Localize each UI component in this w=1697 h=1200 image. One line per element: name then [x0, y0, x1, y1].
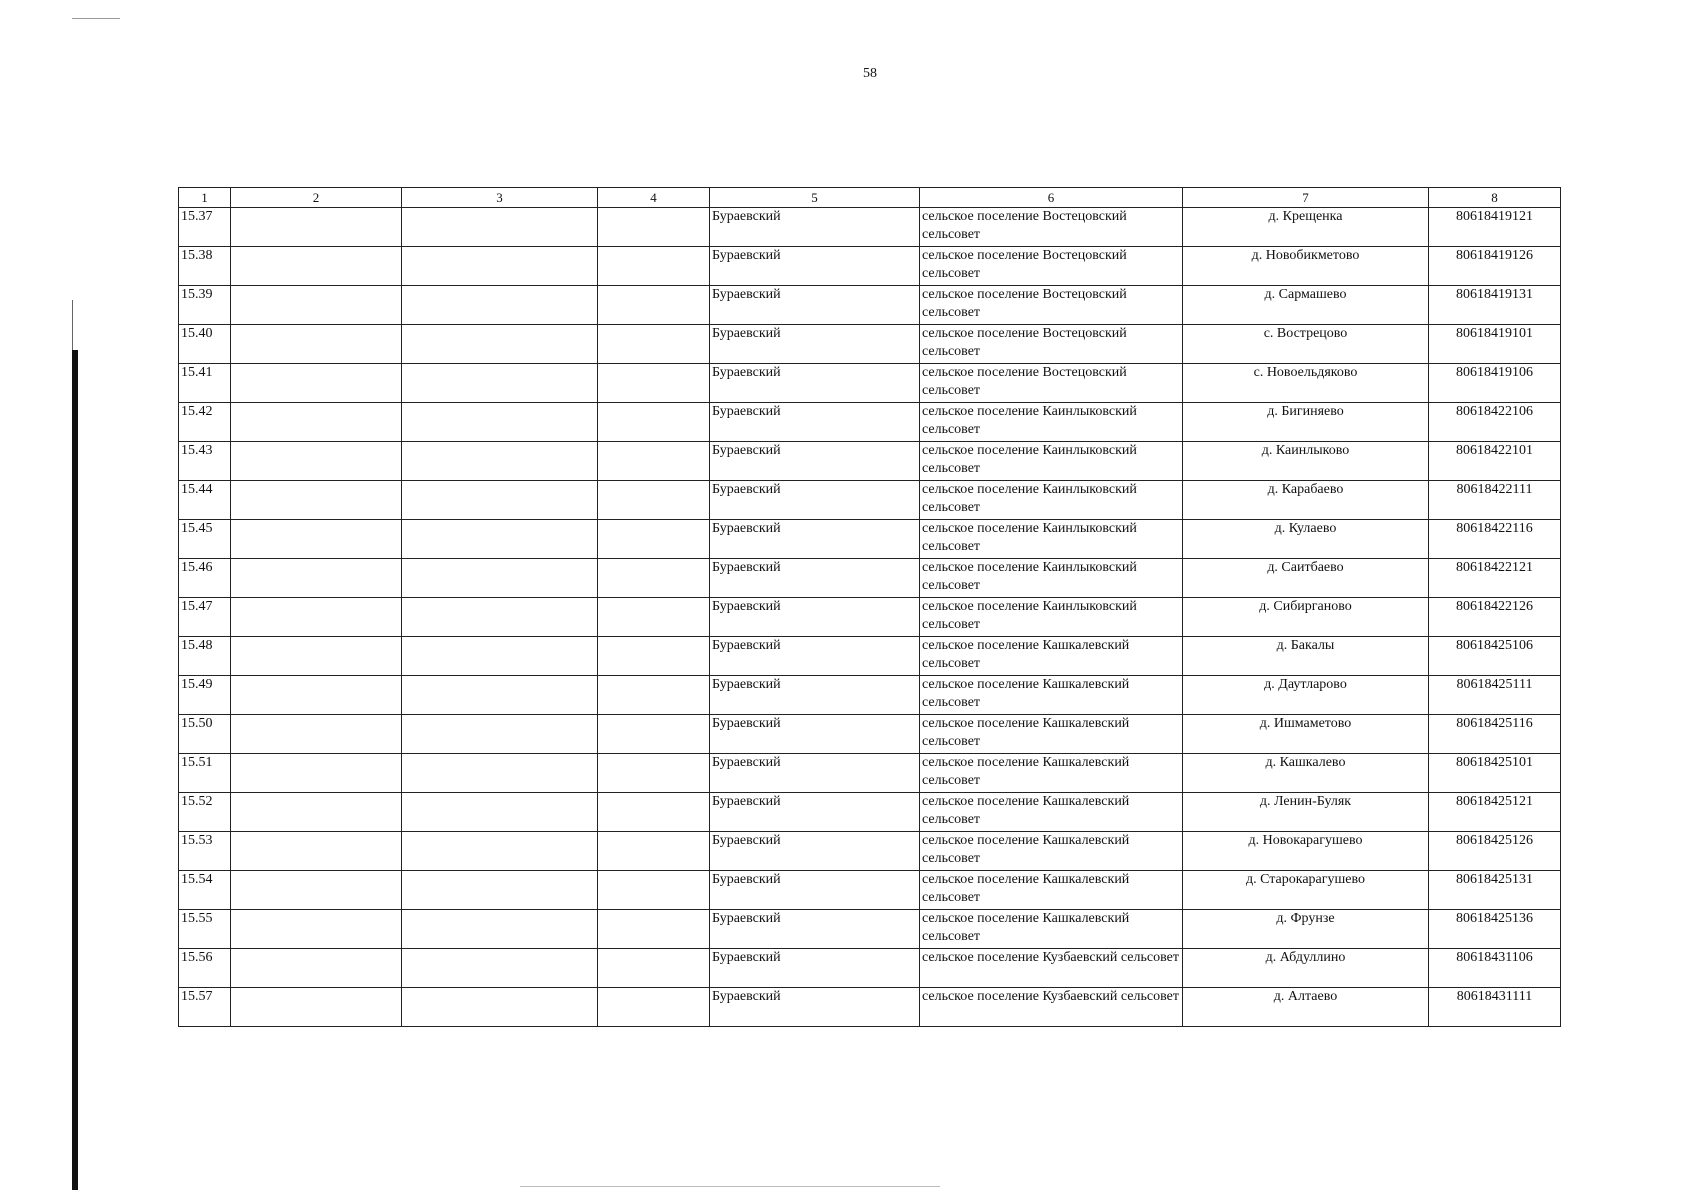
oktmo-code-cell: 80618425121 [1429, 793, 1561, 832]
empty-cell [402, 637, 598, 676]
table-row [179, 949, 1561, 988]
settlement-cell: сельское поселение Востецовский сельсовет [920, 208, 1183, 247]
locality-cell: д. Сармашево [1183, 286, 1429, 325]
settlement-cell: сельское поселение Каинлыковский сельсовет [920, 442, 1183, 481]
district-cell: Бураевский [710, 364, 920, 403]
district-cell: Бураевский [710, 247, 920, 286]
empty-cell [598, 598, 710, 637]
empty-cell [402, 715, 598, 754]
oktmo-code-cell: 80618422106 [1429, 403, 1561, 442]
table-row [179, 442, 1561, 481]
empty-cell [402, 364, 598, 403]
empty-cell [402, 481, 598, 520]
locality-cell: д. Кашкалево [1183, 754, 1429, 793]
column-header: 4 [598, 188, 710, 208]
district-cell: Бураевский [710, 598, 920, 637]
district-cell: Бураевский [710, 988, 920, 1027]
empty-cell [231, 481, 402, 520]
settlement-cell: сельское поселение Кашкалевский сельсовет [920, 676, 1183, 715]
row-number-cell: 15.40 [179, 325, 231, 364]
table-row [179, 481, 1561, 520]
row-number-cell: 15.38 [179, 247, 231, 286]
empty-cell [598, 793, 710, 832]
locality-cell: д. Алтаево [1183, 988, 1429, 1027]
oktmo-code-cell: 80618419121 [1429, 208, 1561, 247]
row-number-cell: 15.39 [179, 286, 231, 325]
header-row [179, 188, 1561, 208]
row-number-cell: 15.45 [179, 520, 231, 559]
table-row [179, 637, 1561, 676]
row-number-cell: 15.47 [179, 598, 231, 637]
settlement-cell: сельское поселение Кашкалевский сельсовет [920, 832, 1183, 871]
locality-cell: д. Даутларово [1183, 676, 1429, 715]
oktmo-code-cell: 80618425116 [1429, 715, 1561, 754]
empty-cell [231, 598, 402, 637]
table-row [179, 676, 1561, 715]
empty-cell [231, 637, 402, 676]
row-number-cell: 15.48 [179, 637, 231, 676]
district-cell: Бураевский [710, 403, 920, 442]
district-cell: Бураевский [710, 481, 920, 520]
oktmo-code-cell: 80618431111 [1429, 988, 1561, 1027]
oktmo-code-cell: 80618419101 [1429, 325, 1561, 364]
row-number-cell: 15.44 [179, 481, 231, 520]
table-row [179, 754, 1561, 793]
oktmo-code-cell: 80618422121 [1429, 559, 1561, 598]
empty-cell [231, 442, 402, 481]
page-number: 58 [863, 66, 877, 81]
locality-cell: д. Сибирганово [1183, 598, 1429, 637]
oktmo-code-cell: 80618425126 [1429, 832, 1561, 871]
settlement-cell: сельское поселение Кашкалевский сельсовет [920, 793, 1183, 832]
empty-cell [231, 286, 402, 325]
column-header: 2 [231, 188, 402, 208]
empty-cell [402, 832, 598, 871]
locality-cell: д. Ленин-Буляк [1183, 793, 1429, 832]
row-number-cell: 15.52 [179, 793, 231, 832]
table-row [179, 403, 1561, 442]
table-row [179, 832, 1561, 871]
empty-cell [231, 676, 402, 715]
settlement-cell: сельское поселение Востецовский сельсовет [920, 286, 1183, 325]
register-table [178, 187, 1561, 1027]
table-row [179, 793, 1561, 832]
empty-cell [598, 676, 710, 715]
locality-cell: д. Новобикметово [1183, 247, 1429, 286]
empty-cell [402, 871, 598, 910]
empty-cell [402, 286, 598, 325]
empty-cell [598, 403, 710, 442]
empty-cell [598, 715, 710, 754]
settlement-cell: сельское поселение Кашкалевский сельсовет [920, 871, 1183, 910]
empty-cell [402, 793, 598, 832]
row-number-cell: 15.50 [179, 715, 231, 754]
oktmo-code-cell: 80618422101 [1429, 442, 1561, 481]
district-cell: Бураевский [710, 559, 920, 598]
empty-cell [402, 598, 598, 637]
oktmo-code-cell: 80618425106 [1429, 637, 1561, 676]
empty-cell [402, 520, 598, 559]
district-cell: Бураевский [710, 325, 920, 364]
locality-cell: д. Бакалы [1183, 637, 1429, 676]
column-header: 7 [1183, 188, 1429, 208]
row-number-cell: 15.43 [179, 442, 231, 481]
locality-cell: д. Крещенка [1183, 208, 1429, 247]
empty-cell [402, 208, 598, 247]
row-number-cell: 15.49 [179, 676, 231, 715]
scan-artifact-left-line [72, 300, 73, 350]
empty-cell [598, 520, 710, 559]
locality-cell: д. Карабаево [1183, 481, 1429, 520]
empty-cell [231, 949, 402, 988]
column-header: 5 [710, 188, 920, 208]
row-number-cell: 15.37 [179, 208, 231, 247]
scan-artifact-top [72, 18, 120, 19]
scan-artifact-bottom-line [520, 1186, 940, 1187]
column-header: 8 [1429, 188, 1561, 208]
empty-cell [231, 247, 402, 286]
settlement-cell: сельское поселение Кашкалевский сельсовет [920, 637, 1183, 676]
empty-cell [231, 364, 402, 403]
row-number-cell: 15.54 [179, 871, 231, 910]
oktmo-code-cell: 80618425136 [1429, 910, 1561, 949]
district-cell: Бураевский [710, 949, 920, 988]
settlement-cell: сельское поселение Кузбаевский сельсовет [920, 949, 1183, 988]
table-row [179, 286, 1561, 325]
table-row [179, 910, 1561, 949]
district-cell: Бураевский [710, 637, 920, 676]
table-row [179, 325, 1561, 364]
empty-cell [231, 793, 402, 832]
district-cell: Бураевский [710, 910, 920, 949]
empty-cell [402, 403, 598, 442]
settlement-cell: сельское поселение Востецовский сельсовет [920, 325, 1183, 364]
settlement-cell: сельское поселение Кузбаевский сельсовет [920, 988, 1183, 1027]
row-number-cell: 15.55 [179, 910, 231, 949]
empty-cell [402, 910, 598, 949]
oktmo-code-cell: 80618425131 [1429, 871, 1561, 910]
table-row [179, 208, 1561, 247]
column-header: 3 [402, 188, 598, 208]
settlement-cell: сельское поселение Кашкалевский сельсовет [920, 910, 1183, 949]
oktmo-code-cell: 80618419131 [1429, 286, 1561, 325]
row-number-cell: 15.56 [179, 949, 231, 988]
oktmo-code-cell: 80618422116 [1429, 520, 1561, 559]
district-cell: Бураевский [710, 793, 920, 832]
district-cell: Бураевский [710, 520, 920, 559]
empty-cell [598, 949, 710, 988]
empty-cell [598, 871, 710, 910]
oktmo-code-cell: 80618425111 [1429, 676, 1561, 715]
table-row [179, 871, 1561, 910]
empty-cell [231, 208, 402, 247]
table-row [179, 520, 1561, 559]
empty-cell [598, 208, 710, 247]
oktmo-code-cell: 80618431106 [1429, 949, 1561, 988]
table-row [179, 364, 1561, 403]
locality-cell: д. Фрунзе [1183, 910, 1429, 949]
oktmo-code-cell: 80618422126 [1429, 598, 1561, 637]
settlement-cell: сельское поселение Востецовский сельсовет [920, 364, 1183, 403]
oktmo-code-cell: 80618422111 [1429, 481, 1561, 520]
empty-cell [402, 754, 598, 793]
settlement-cell: сельское поселение Каинлыковский сельсовет [920, 520, 1183, 559]
settlement-cell: сельское поселение Каинлыковский сельсовет [920, 598, 1183, 637]
district-cell: Бураевский [710, 676, 920, 715]
empty-cell [231, 325, 402, 364]
empty-cell [402, 559, 598, 598]
district-cell: Бураевский [710, 715, 920, 754]
empty-cell [598, 754, 710, 793]
oktmo-code-cell: 80618419106 [1429, 364, 1561, 403]
empty-cell [598, 442, 710, 481]
empty-cell [598, 559, 710, 598]
district-cell: Бураевский [710, 832, 920, 871]
district-cell: Бураевский [710, 286, 920, 325]
oktmo-code-cell: 80618419126 [1429, 247, 1561, 286]
empty-cell [231, 910, 402, 949]
locality-cell: д. Саитбаево [1183, 559, 1429, 598]
empty-cell [231, 403, 402, 442]
locality-cell: д. Старокарагушево [1183, 871, 1429, 910]
settlement-cell: сельское поселение Каинлыковский сельсовет [920, 403, 1183, 442]
table-row [179, 598, 1561, 637]
row-number-cell: 15.46 [179, 559, 231, 598]
empty-cell [598, 325, 710, 364]
row-number-cell: 15.42 [179, 403, 231, 442]
empty-cell [231, 559, 402, 598]
empty-cell [598, 286, 710, 325]
column-header: 1 [179, 188, 231, 208]
locality-cell: д. Кулаево [1183, 520, 1429, 559]
locality-cell: д. Каинлыково [1183, 442, 1429, 481]
settlement-cell: сельское поселение Кашкалевский сельсовет [920, 754, 1183, 793]
row-number-cell: 15.57 [179, 988, 231, 1027]
settlement-cell: сельское поселение Востецовский сельсовет [920, 247, 1183, 286]
locality-cell: д. Абдуллино [1183, 949, 1429, 988]
row-number-cell: 15.53 [179, 832, 231, 871]
empty-cell [231, 832, 402, 871]
settlement-cell: сельское поселение Каинлыковский сельсовет [920, 481, 1183, 520]
empty-cell [598, 832, 710, 871]
district-cell: Бураевский [710, 442, 920, 481]
empty-cell [231, 988, 402, 1027]
empty-cell [402, 325, 598, 364]
empty-cell [231, 754, 402, 793]
locality-cell: с. Новоельдяково [1183, 364, 1429, 403]
empty-cell [598, 481, 710, 520]
table-row [179, 988, 1561, 1027]
table-row [179, 715, 1561, 754]
row-number-cell: 15.51 [179, 754, 231, 793]
table-row [179, 247, 1561, 286]
row-number-cell: 15.41 [179, 364, 231, 403]
settlement-cell: сельское поселение Каинлыковский сельсовет [920, 559, 1183, 598]
table-row [179, 559, 1561, 598]
empty-cell [402, 988, 598, 1027]
empty-cell [402, 442, 598, 481]
locality-cell: д. Бигиняево [1183, 403, 1429, 442]
district-cell: Бураевский [710, 208, 920, 247]
empty-cell [402, 247, 598, 286]
scan-artifact-left-bar [72, 350, 78, 1190]
empty-cell [598, 988, 710, 1027]
table-body [179, 208, 1561, 1027]
empty-cell [598, 910, 710, 949]
empty-cell [402, 676, 598, 715]
empty-cell [231, 520, 402, 559]
empty-cell [231, 715, 402, 754]
empty-cell [598, 247, 710, 286]
empty-cell [231, 871, 402, 910]
locality-cell: д. Ишмаметово [1183, 715, 1429, 754]
locality-cell: д. Новокарагушево [1183, 832, 1429, 871]
district-cell: Бураевский [710, 754, 920, 793]
empty-cell [598, 364, 710, 403]
district-cell: Бураевский [710, 871, 920, 910]
empty-cell [402, 949, 598, 988]
oktmo-code-cell: 80618425101 [1429, 754, 1561, 793]
column-header: 6 [920, 188, 1183, 208]
empty-cell [598, 637, 710, 676]
locality-cell: с. Вострецово [1183, 325, 1429, 364]
settlement-cell: сельское поселение Кашкалевский сельсовет [920, 715, 1183, 754]
